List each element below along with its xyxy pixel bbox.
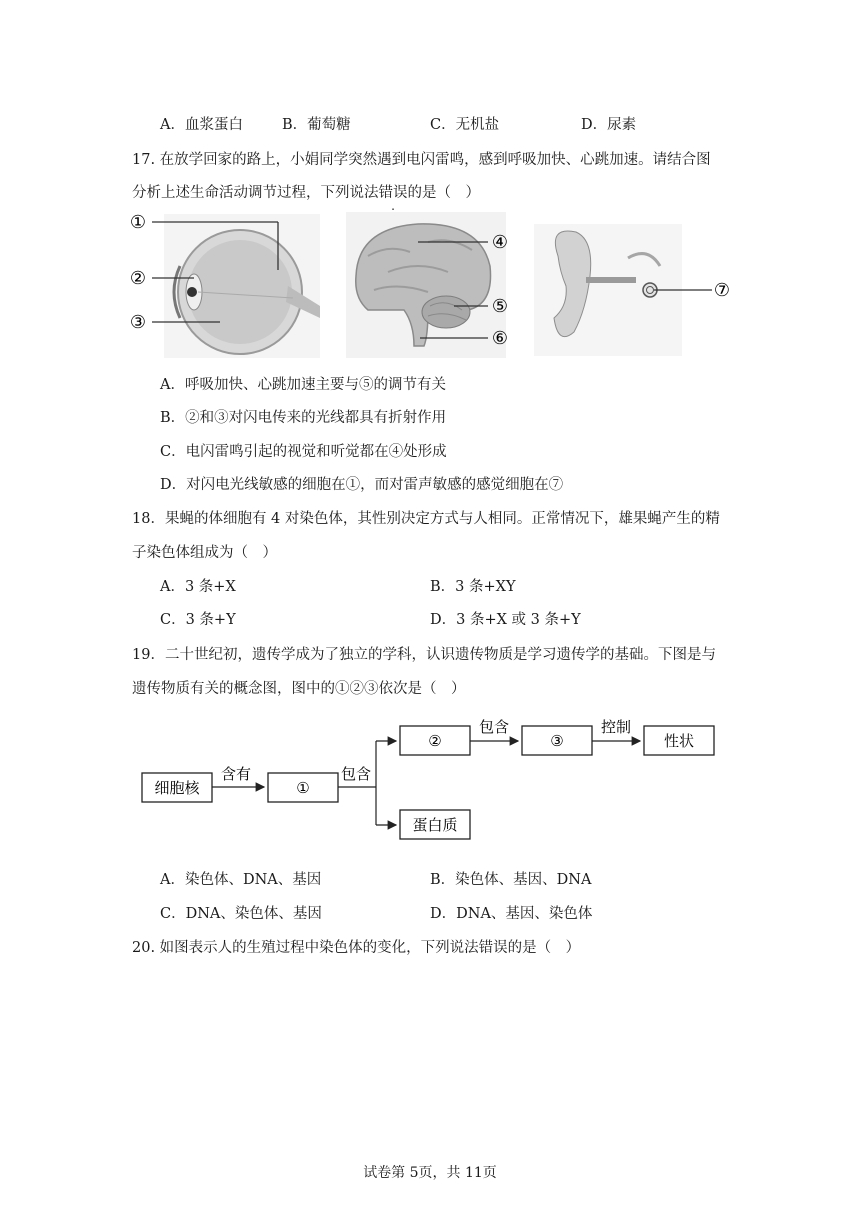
q18-option-c: C．3 条+Y <box>160 612 236 628</box>
label-4: ④ <box>491 232 509 253</box>
q17-option-c: C．电闪雷鸣引起的视觉和听觉都在④处形成 <box>160 444 447 460</box>
q18-stem-line2: 子染色体组成为（ ） <box>132 545 277 561</box>
q19-option-d: D．DNA、基因、染色体 <box>430 906 593 922</box>
label-3: ③ <box>129 312 147 333</box>
q19-stem-line2: 遗传物质有关的概念图，图中的①②③依次是（ ） <box>132 681 466 697</box>
q19-stem-line1: 19．二十世纪初，遗传学成为了独立的学科，认识遗传物质是学习遗传学的基础。下图是与 <box>132 647 716 663</box>
q18-stem-line1: 18．果蝇的体细胞有 4 对染色体，其性别决定方式与人相同。正常情况下，雄果蝇产生的精 <box>132 511 720 527</box>
q17-stem-bracket: 的是（ ） <box>407 185 480 201</box>
q17-option-a: A．呼吸加快、心跳加速主要与⑤的调节有关 <box>160 377 446 393</box>
label-6: ⑥ <box>491 328 509 349</box>
eye-illustration <box>164 214 320 358</box>
label-5: ⑤ <box>491 296 509 317</box>
edge-controls: 控制 <box>600 718 632 736</box>
q17-stem-text: 分析上述生命活动调节过程，下列说法 <box>132 185 379 201</box>
q19-option-c: C．DNA、染色体、基因 <box>160 906 322 922</box>
label-2: ② <box>129 268 147 289</box>
node-nucleus-label: 细胞核 <box>154 779 200 797</box>
q17-option-d: D．对闪电光线敏感的细胞在①，而对雷声敏感的感觉细胞在⑦ <box>160 477 564 493</box>
node-protein-label: 蛋白质 <box>412 816 458 834</box>
q19-option-a: A．染色体、DNA、基因 <box>160 872 322 888</box>
q16-option-b: B．葡萄糖 <box>282 117 351 133</box>
brain-illustration <box>346 212 509 358</box>
q18-option-a: A．3 条+X <box>160 579 236 595</box>
node-1-label: ① <box>296 779 310 797</box>
q17-stem-line1: 17. 在放学回家的路上，小娟同学突然遇到电闪雷鸣，感到呼吸加快、心跳加速。请结合图 <box>132 152 711 168</box>
edge-contains-3: 包含 <box>478 718 510 736</box>
q17-stem-line2 <box>132 181 480 202</box>
edge-contains-1: 含有 <box>220 765 252 783</box>
page-footer: 试卷第 5页，共 11页 <box>363 1165 497 1181</box>
concept-map <box>140 712 730 852</box>
q16-option-d: D．尿素 <box>581 117 637 133</box>
edge-contains-2: 包含 <box>340 765 372 783</box>
q16-option-a: A．血浆蛋白 <box>160 117 243 133</box>
q17-option-b: B．②和③对闪电传来的光线都具有折射作用 <box>160 410 447 426</box>
q17-stem-emphasis: 错误 <box>378 185 408 201</box>
q20-stem: 20. 如图表示人的生殖过程中染色体的变化，下列说法错误的是（ ） <box>132 940 581 956</box>
q16-option-c: C．无机盐 <box>430 117 500 133</box>
node-trait-label: 性状 <box>663 732 695 750</box>
label-7: ⑦ <box>713 280 731 301</box>
node-2-label: ② <box>428 732 442 750</box>
q18-option-b: B．3 条+XY <box>430 579 516 595</box>
label-1: ① <box>129 212 147 233</box>
q17-figures <box>128 206 738 366</box>
node-3-label: ③ <box>550 732 564 750</box>
q18-option-d: D．3 条+X 或 3 条+Y <box>430 612 581 628</box>
q19-option-b: B．染色体、基因、DNA <box>430 872 592 888</box>
